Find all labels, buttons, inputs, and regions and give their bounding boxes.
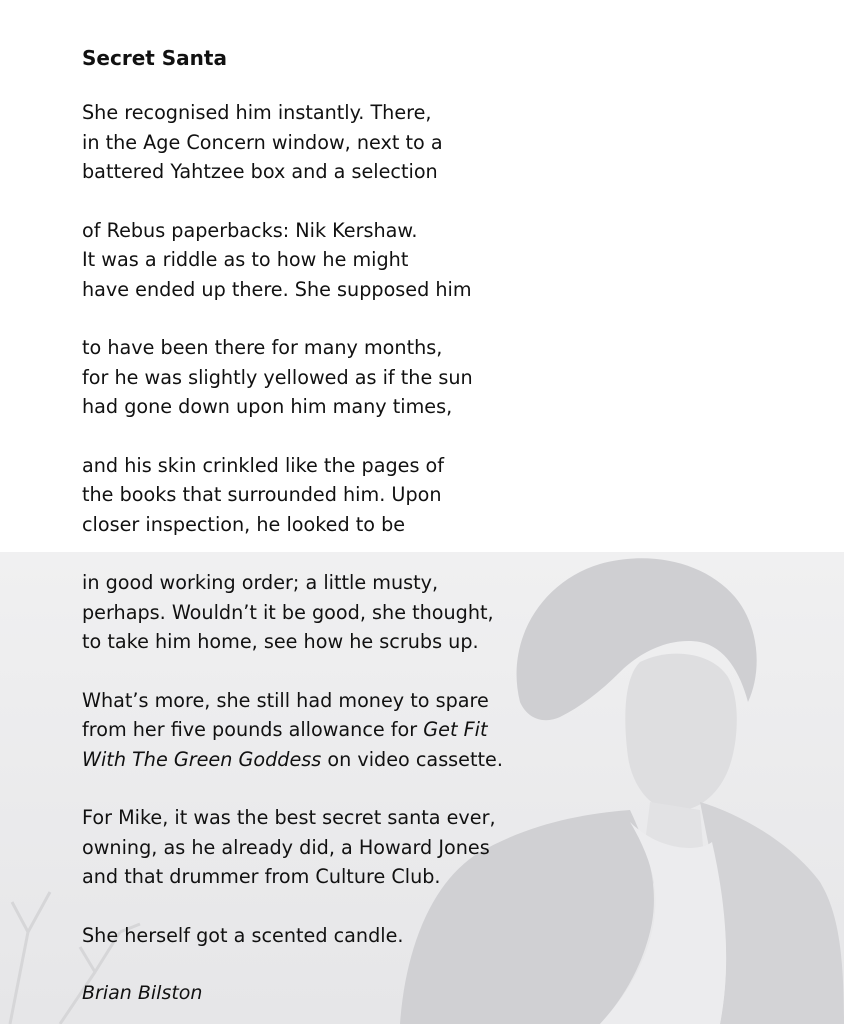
poem-line: and his skin crinkled like the pages of — [82, 453, 445, 477]
stanza-8 — [82, 921, 642, 951]
poem-line: in good working order; a little musty, — [82, 571, 439, 594]
poem-line: owning, as he already did, a Howard Jones — [82, 835, 490, 859]
stanza-2 — [82, 216, 642, 305]
poem-line: battered Yahtzee box and a selection — [82, 160, 438, 183]
poem-line: and that drummer from Culture Club. — [82, 865, 441, 888]
poem-line: the books that surrounded him. Upon — [82, 483, 442, 506]
poem-line: in the Age Concern window, next to a — [82, 130, 443, 154]
poem-line: What’s more, she still had money to spare — [82, 688, 489, 712]
poem-line: closer inspection, he looked to be — [82, 512, 406, 536]
poem-line: for he was slightly yellowed as if the sun — [82, 365, 473, 389]
poem-line: to have been there for many months, — [82, 336, 443, 359]
poem-line-text: on video cassette. — [327, 747, 503, 771]
stanza-7 — [82, 803, 642, 892]
poem — [82, 44, 642, 1007]
stanza-1 — [82, 98, 642, 187]
poem-line-mixed — [82, 715, 642, 745]
poem-line-mixed — [82, 745, 642, 775]
poem-line: to take him home, see how he scrubs up. — [82, 630, 479, 653]
poem-line: perhaps. Wouldn’t it be good, she thought, — [82, 600, 494, 624]
poem-line: of Rebus paperbacks: Nik Kershaw. — [82, 218, 418, 242]
poem-line: For Mike, it was the best secret santa ever, — [82, 806, 496, 829]
poem-line: It was a riddle as to how he might — [82, 248, 409, 271]
poem-line: She recognised him instantly. There, — [82, 101, 432, 124]
author-byline: Brian Bilston — [82, 982, 203, 1004]
poem-line: She herself got a scented candle. — [82, 923, 404, 947]
stanza-5 — [82, 568, 642, 657]
poem-line: have ended up there. She supposed him — [82, 277, 472, 301]
stanza-3 — [82, 333, 642, 422]
poem-line-text: from her five pounds allowance for — [82, 718, 418, 741]
stanza-4 — [82, 451, 642, 540]
italic-title: With The Green Goddess — [82, 747, 322, 771]
stanza-6 — [82, 686, 642, 775]
poem-title: Secret Santa — [82, 46, 227, 70]
poem-line: had gone down upon him many times, — [82, 395, 453, 418]
italic-title: Get Fit — [423, 718, 488, 741]
